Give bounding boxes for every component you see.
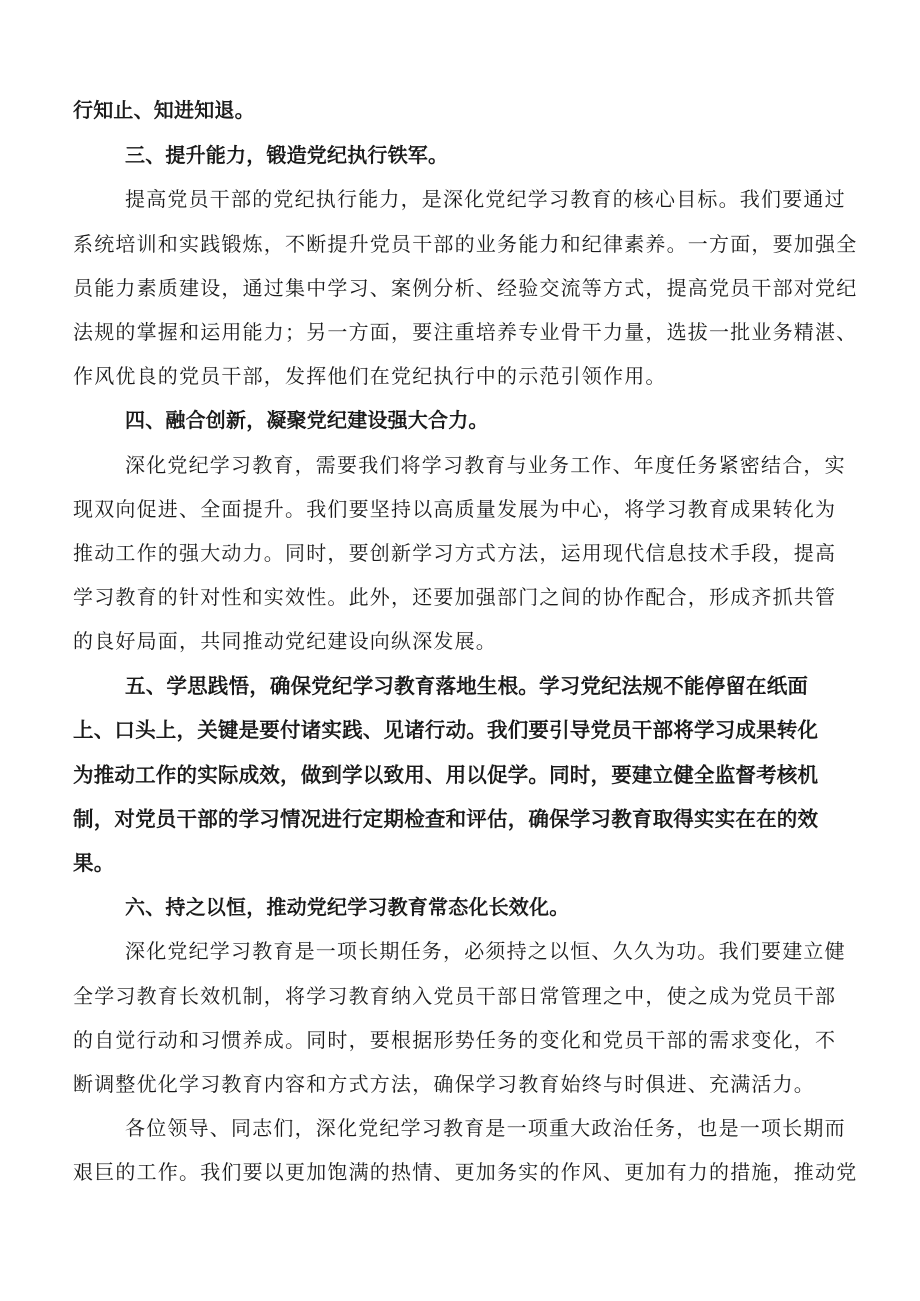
section-heading-5: 五、学思践悟，确保党纪学习教育落地生根。学习党纪法规不能停留在纸面 bbox=[125, 674, 809, 698]
paragraph-line: 提高党员干部的党纪执行能力，是深化党纪学习教育的核心目标。我们要通过 bbox=[125, 187, 846, 211]
paragraph-line: 系统培训和实践锻炼，不断提升党员干部的业务能力和纪律素养。一方面，要加强全 bbox=[73, 232, 858, 256]
paragraph-line: 艰巨的工作。我们要以更加饱满的热情、更加务实的作风、更加有力的措施，推动党 bbox=[73, 1160, 858, 1184]
paragraph-line: 深化党纪学习教育，需要我们将学习教育与业务工作、年度任务紧密结合，实 bbox=[125, 453, 846, 477]
paragraph-line: 深化党纪学习教育是一项长期任务，必须持之以恒、久久为功。我们要建立健 bbox=[125, 939, 846, 963]
paragraph-line: 断调整优化学习教育内容和方式方法，确保学习教育始终与时俱进、充满活力。 bbox=[73, 1072, 815, 1096]
paragraph-line-bold: 上、口头上，关键是要付诸实践、见诸行动。我们要引导党员干部将学习成果转化 bbox=[73, 718, 819, 742]
paragraph-line-bold: 制，对党员干部的学习情况进行定期检查和评估，确保学习教育取得实实在在的效 bbox=[73, 807, 819, 831]
section-heading-6: 六、持之以恒，推动党纪学习教育常态化长效化。 bbox=[125, 895, 570, 919]
paragraph-line: 的良好局面，共同推动党纪建设向纵深发展。 bbox=[73, 629, 497, 653]
paragraph-line-bold: 果。 bbox=[73, 851, 115, 875]
paragraph-line: 现双向促进、全面提升。我们要坚持以高质量发展为中心，将学习教育成果转化为 bbox=[73, 497, 837, 521]
paragraph-line: 推动工作的强大动力。同时，要创新学习方式方法，运用现代信息技术手段，提高 bbox=[73, 541, 837, 565]
paragraph-line: 作风优良的党员干部，发挥他们在党纪执行中的示范引领作用。 bbox=[73, 364, 667, 388]
text-line-continuation: 行知止、知进知退。 bbox=[73, 98, 255, 122]
paragraph-line: 学习教育的针对性和实效性。此外，还要加强部门之间的协作配合，形成齐抓共管 bbox=[73, 585, 837, 609]
section-heading-3: 三、提升能力，锻造党纪执行铁军。 bbox=[125, 143, 449, 167]
paragraph-line: 法规的掌握和运用能力；另一方面，要注重培养专业骨干力量，选拔一批业务精湛、 bbox=[73, 320, 858, 344]
paragraph-line: 各位领导、同志们，深化党纪学习教育是一项重大政治任务，也是一项长期而 bbox=[125, 1116, 846, 1140]
paragraph-line: 的自觉行动和习惯养成。同时，要根据形势任务的变化和党员干部的需求变化，不 bbox=[73, 1028, 837, 1052]
paragraph-line-bold: 为推动工作的实际成效，做到学以致用、用以促学。同时，要建立健全监督考核机 bbox=[73, 763, 819, 787]
paragraph-line: 员能力素质建设，通过集中学习、案例分析、经验交流等方式，提高党员干部对党纪 bbox=[73, 276, 858, 300]
paragraph-line: 全学习教育长效机制，将学习教育纳入党员干部日常管理之中，使之成为党员干部 bbox=[73, 984, 837, 1008]
section-heading-4: 四、融合创新，凝聚党纪建设强大合力。 bbox=[125, 408, 489, 432]
